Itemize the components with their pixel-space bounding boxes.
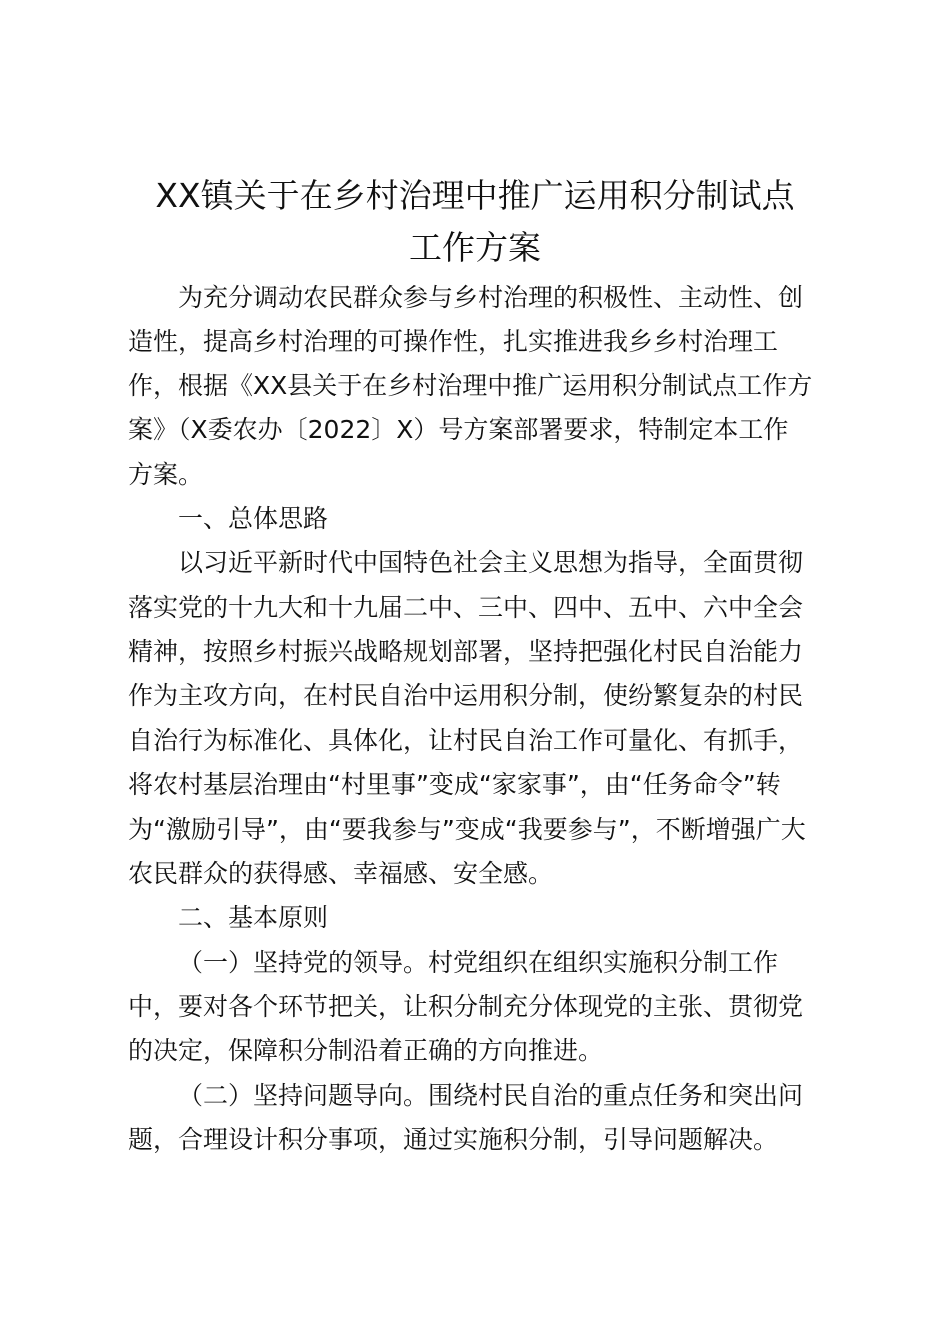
body-line: （一）坚持党的领导。村党组织在组织实施积分制工作 xyxy=(178,948,779,977)
body-line: 为“激励引导”，由“要我参与”变成“我要参与”，不断增强广大 xyxy=(128,815,806,844)
section-heading: 一、总体思路 xyxy=(178,504,329,533)
body-line: 农民群众的获得感、幸福感、安全感。 xyxy=(128,859,554,888)
section-heading: 二、基本原则 xyxy=(178,903,329,932)
document-title-line-2: 工作方案 xyxy=(409,228,541,267)
document-title-line-1: XX镇关于在乡村治理中推广运用积分制试点 xyxy=(155,176,795,215)
body-line: 作为主攻方向，在村民自治中运用积分制，使纷繁复杂的村民 xyxy=(128,681,804,710)
body-line: 造性，提高乡村治理的可操作性，扎实推进我乡乡村治理工 xyxy=(128,327,779,356)
body-line: 作，根据《XX县关于在乡村治理中推广运用积分制试点工作方 xyxy=(128,371,813,400)
body-line: 中，要对各个环节把关，让积分制充分体现党的主张、贯彻党 xyxy=(128,992,804,1021)
body-line: 的决定，保障积分制沿着正确的方向推进。 xyxy=(128,1036,604,1065)
body-line: 自治行为标准化、具体化，让村民自治工作可量化、有抓手， xyxy=(128,726,804,755)
body-line: 题，合理设计积分事项，通过实施积分制，引导问题解决。 xyxy=(128,1125,779,1154)
body-line: 以习近平新时代中国特色社会主义思想为指导，全面贯彻 xyxy=(178,548,804,577)
body-line: 方案。 xyxy=(128,460,204,489)
body-line: （二）坚持问题导向。围绕村民自治的重点任务和突出问 xyxy=(178,1081,804,1110)
body-line: 落实党的十九大和十九届二中、三中、四中、五中、六中全会 xyxy=(128,593,804,622)
body-line: 将农村基层治理由“村里事”变成“家家事”，由“任务命令”转 xyxy=(128,770,781,799)
body-line: 案》（X委农办〔2022〕X）号方案部署要求，特制定本工作 xyxy=(128,415,789,444)
body-line: 精神，按照乡村振兴战略规划部署，坚持把强化村民自治能力 xyxy=(128,637,804,666)
body-line: 为充分调动农民群众参与乡村治理的积极性、主动性、创 xyxy=(178,283,804,312)
